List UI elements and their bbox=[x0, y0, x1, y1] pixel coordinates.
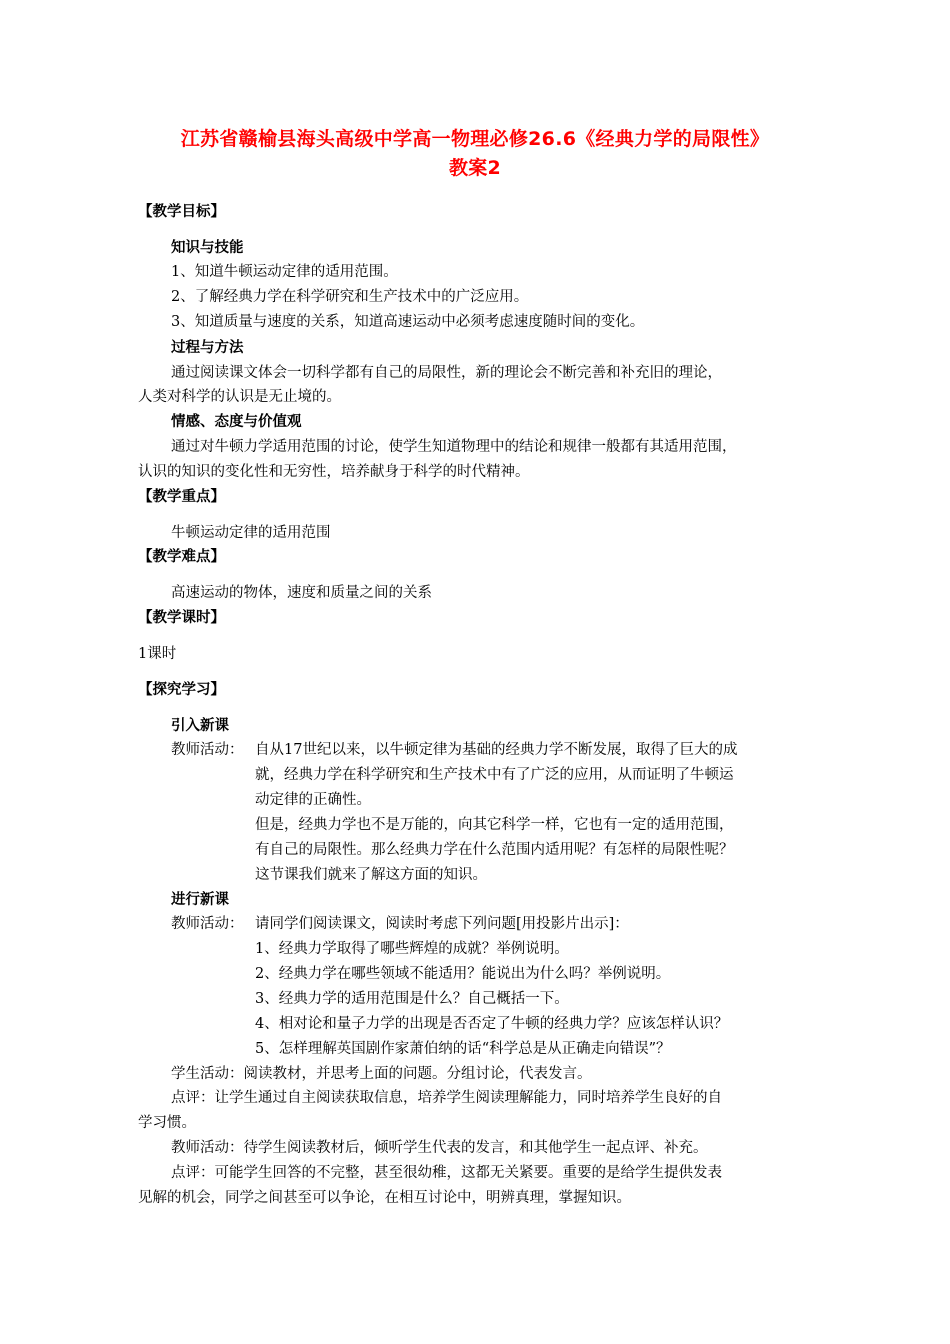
document-title-line2: 教案2 bbox=[448, 157, 502, 179]
section-heading-goals: 【教学目标】 bbox=[138, 204, 225, 220]
hours-text: 1课时 bbox=[138, 646, 177, 662]
subheading-new-lesson: 进行新课 bbox=[171, 892, 229, 908]
intro-line: 就，经典力学在科学研究和生产技术中有了广泛的应用，从而证明了牛顿运 bbox=[255, 767, 734, 783]
subheading-knowledge: 知识与技能 bbox=[171, 240, 244, 256]
process-text: 人类对科学的认识是无止境的。 bbox=[138, 389, 341, 405]
intro-line: 动定律的正确性。 bbox=[255, 792, 371, 808]
knowledge-item: 3、知道质量与速度的关系，知道高速运动中必须考虑速度随时间的变化。 bbox=[171, 314, 645, 330]
difficulty-text: 高速运动的物体，速度和质量之间的关系 bbox=[171, 585, 432, 601]
document-title-line1: 江苏省赣榆县海头高级中学高一物理必修26.6《经典力学的局限性》 bbox=[180, 128, 770, 150]
process-text: 通过阅读课文体会一切科学都有自己的局限性，新的理论会不断完善和补充旧的理论， bbox=[171, 365, 722, 381]
intro-line: 但是，经典力学也不是万能的，向其它科学一样，它也有一定的适用范围， bbox=[255, 817, 734, 833]
emotion-text: 认识的知识的变化性和无穷性，培养献身于科学的时代精神。 bbox=[138, 464, 530, 480]
comment-2: 见解的机会，同学之间甚至可以争论，在相互讨论中，明辨真理，掌握知识。 bbox=[138, 1190, 631, 1206]
section-heading-difficulty: 【教学难点】 bbox=[138, 549, 225, 565]
subheading-process: 过程与方法 bbox=[171, 340, 244, 356]
intro-label: 教师活动： bbox=[171, 742, 244, 758]
section-heading-inquiry: 【探究学习】 bbox=[138, 682, 225, 698]
question-item: 2、经典力学在哪些领域不能适用？能说出为什么吗？举例说明。 bbox=[255, 966, 671, 982]
emotion-text: 通过对牛顿力学适用范围的讨论，使学生知道物理中的结论和规律一般都有其适用范围， bbox=[171, 439, 737, 455]
new-lesson-first: 请同学们阅读课文，阅读时考虑下列问题[用投影片出示]： bbox=[255, 916, 629, 932]
intro-line: 有自己的局限性。那么经典力学在什么范围内适用呢？有怎样的局限性呢？ bbox=[255, 842, 734, 858]
section-heading-hours: 【教学课时】 bbox=[138, 610, 225, 626]
question-item: 4、相对论和量子力学的出现是否否定了牛顿的经典力学？应该怎样认识？ bbox=[255, 1016, 729, 1032]
intro-line: 自从17世纪以来，以牛顿定律为基础的经典力学不断发展，取得了巨大的成 bbox=[255, 742, 738, 758]
knowledge-item: 2、了解经典力学在科学研究和生产技术中的广泛应用。 bbox=[171, 289, 529, 305]
comment-1: 点评：让学生通过自主阅读获取信息，培养学生阅读理解能力，同时培养学生良好的自 bbox=[171, 1090, 722, 1106]
intro-line: 这节课我们就来了解这方面的知识。 bbox=[255, 867, 487, 883]
question-item: 1、经典力学取得了哪些辉煌的成就？举例说明。 bbox=[255, 941, 569, 957]
new-lesson-label: 教师活动： bbox=[171, 916, 244, 932]
comment-1: 学习惯。 bbox=[138, 1115, 196, 1131]
key-text: 牛顿运动定律的适用范围 bbox=[171, 525, 331, 541]
question-item: 5、怎样理解英国剧作家萧伯纳的话“科学总是从正确走向错误”？ bbox=[255, 1041, 671, 1057]
knowledge-item: 1、知道牛顿运动定律的适用范围。 bbox=[171, 264, 398, 280]
subheading-intro: 引入新课 bbox=[171, 718, 229, 734]
student-activity: 学生活动：阅读教材，并思考上面的问题。分组讨论，代表发言。 bbox=[171, 1066, 592, 1082]
subheading-emotion: 情感、态度与价值观 bbox=[171, 414, 302, 430]
section-heading-key: 【教学重点】 bbox=[138, 489, 225, 505]
comment-2: 点评：可能学生回答的不完整，甚至很幼稚，这都无关紧要。重要的是给学生提供发表 bbox=[171, 1165, 722, 1181]
question-item: 3、经典力学的适用范围是什么？自己概括一下。 bbox=[255, 991, 569, 1007]
teacher-activity-2: 教师活动：待学生阅读教材后，倾听学生代表的发言，和其他学生一起点评、补充。 bbox=[171, 1140, 708, 1156]
